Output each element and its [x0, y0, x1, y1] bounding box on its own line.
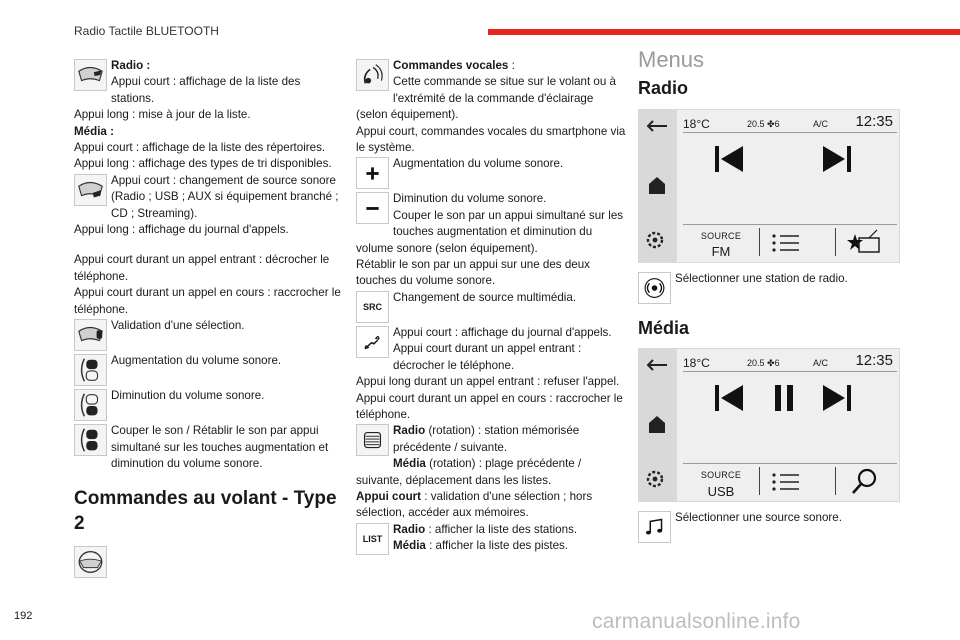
wheel-radio-text: (rotation) : station mémorisée précédente / suivante. [393, 424, 580, 454]
list-icon[interactable] [771, 232, 811, 254]
voice-sep: : [508, 59, 515, 72]
column-3 [638, 47, 908, 545]
steering-wheel-source-icon [74, 174, 107, 206]
transport-controls [699, 381, 879, 421]
phone-entry [356, 325, 626, 423]
back-arrow-icon [648, 360, 667, 370]
home-icon [649, 177, 665, 194]
status-bar [683, 112, 897, 132]
ac-label: A/C [813, 118, 829, 129]
minus-entry [356, 191, 626, 289]
radio-media-entry [74, 58, 344, 173]
phone-long-text: Appui long durant un appel entrant : refuser l'appel. [356, 375, 620, 389]
voice-text: Cette commande se situe sur le volant ou à l'extrémité de la commande d'éclairage (selon équipement). [356, 75, 616, 122]
wheel-media-text: (rotation) : plage précédente / suivante, déplacement dans les listes. [356, 457, 582, 487]
vol-up-entry [74, 353, 344, 388]
source-value: FM [711, 244, 731, 260]
temperature: 18°C [683, 356, 710, 371]
wheel-volume-up-icon [74, 354, 107, 386]
settings-icon [648, 472, 662, 486]
wheel-mute-icon [74, 424, 107, 456]
menus-title: Menus [638, 47, 705, 72]
media-long-text: Appui long : affichage des types de tri disponibles. [74, 157, 332, 171]
source-value: USB [707, 483, 735, 499]
validation-text: Validation d'une sélection. [111, 319, 245, 333]
watermark: carmanualsonline.info [592, 610, 801, 633]
src-text: Changement de source multimédia. [393, 290, 577, 304]
clock: 12:35 [855, 112, 893, 130]
list-button-icon: LIST [356, 523, 389, 555]
source-short-text: Appui court : changement de source sonore (Radio ; USB ; AUX si équipement branché ; CD ; Streaming). [111, 173, 339, 220]
media-label: Média : [74, 124, 114, 138]
screen-sidebar [639, 349, 677, 501]
source-long-text: Appui long : affichage du journal d'appels. [74, 223, 289, 237]
previous-icon [715, 146, 743, 172]
wheel-volume-down-icon [74, 389, 107, 421]
minus-mute-text: Couper le son par un appui simultané sur les touches augmentation et diminution du volume sonore (selon équipement). [356, 208, 624, 255]
mute-entry [74, 423, 344, 472]
vol-up-text: Augmentation du volume sonore. [111, 354, 282, 368]
ac-label: A/C [813, 358, 829, 369]
screen-sidebar [639, 110, 677, 262]
source-indicator[interactable] [691, 228, 751, 261]
source-label: SOURCE [700, 470, 742, 481]
media-caption-entry [638, 510, 908, 545]
minus-restore-text: Rétablir le son par un appui sur une des deux touches du volume sonore. [356, 258, 590, 288]
phone-short-text: Appui court : affichage du journal d'appels. [393, 325, 612, 339]
pause-icon [775, 385, 793, 411]
temperature: 18°C [683, 116, 710, 131]
wheel-press-label: Appui court [356, 489, 422, 503]
next-icon [823, 146, 851, 172]
fan-setting: 20.5 ✤6 [747, 118, 780, 129]
phone-ongoing-text: Appui court durant un appel en cours : raccrocher le téléphone. [356, 391, 623, 421]
list-icon[interactable] [771, 471, 811, 493]
phone-incoming-text: Appui court durant un appel entrant : décrocher le téléphone. [393, 342, 582, 372]
media-screen [638, 348, 900, 502]
radio-caption-entry [638, 271, 908, 306]
section-heading: Commandes au volant - Type 2 [74, 488, 337, 535]
source-indicator[interactable] [691, 467, 751, 500]
radio-label: Radio : [111, 59, 151, 72]
phone-icon [356, 326, 389, 358]
plus-text: Augmentation du volume sonore. [393, 157, 564, 171]
voice-short-text: Appui court, commandes vocales du smartphone via le système. [356, 124, 626, 155]
back-arrow-icon [648, 121, 667, 131]
clock: 12:35 [855, 352, 893, 370]
voice-command-icon [356, 59, 389, 91]
validation-entry [74, 318, 344, 353]
minus-icon [356, 192, 389, 224]
steering-wheel-type2-icon [74, 546, 107, 578]
call-ongoing-text: Appui court durant un appel en cours : raccrocher le téléphone. [74, 286, 341, 316]
previous-icon [715, 385, 743, 411]
steering-wheel-radio-icon [74, 59, 107, 91]
radio-screen [638, 109, 900, 263]
steering-wheel-validate-icon [74, 319, 107, 351]
minus-text: Diminution du volume sonore. [393, 192, 547, 206]
column-2 [356, 58, 626, 557]
source-label: SOURCE [700, 230, 742, 241]
column-1 [74, 58, 344, 580]
plus-entry [356, 156, 626, 191]
src-entry [356, 290, 626, 325]
favorite-radio-icon[interactable] [845, 228, 885, 258]
plus-icon [356, 157, 389, 189]
media-short-text: Appui court : affichage de la liste des répertoires. [74, 141, 326, 155]
home-icon [649, 416, 665, 433]
voice-entry [356, 58, 626, 156]
src-button-icon: SRC [356, 291, 389, 323]
music-note-icon [638, 511, 671, 543]
media-heading: Média [638, 317, 690, 338]
list-radio-label: Radio [393, 522, 426, 536]
call-incoming-text: Appui court durant un appel entrant : décrocher le téléphone. [74, 253, 330, 283]
next-icon [823, 385, 851, 411]
fan-setting: 20.5 ✤6 [747, 358, 780, 369]
vol-down-text: Diminution du volume sonore. [111, 389, 265, 403]
wheel-entry [356, 423, 626, 521]
radio-long-text: Appui long : mise à jour de la liste. [74, 108, 251, 122]
media-caption: Sélectionner une source sonore. [675, 511, 842, 525]
settings-icon [648, 233, 662, 247]
status-bar [683, 351, 897, 371]
running-head: Radio Tactile BLUETOOTH [74, 24, 219, 38]
vol-down-entry [74, 388, 344, 423]
transport-controls [699, 142, 879, 182]
radio-caption: Sélectionner une station de radio. [675, 271, 848, 285]
accent-bar [488, 29, 960, 35]
radio-heading: Radio [638, 78, 689, 99]
page-number: 192 [14, 610, 33, 622]
wheel-radio-label: Radio [393, 424, 426, 438]
search-icon[interactable] [847, 467, 887, 497]
radio-short-text: Appui court : affichage de la liste des stations. [111, 75, 301, 105]
list-radio-text: : afficher la liste des stations. [425, 522, 578, 536]
source-entry [74, 173, 344, 239]
list-media-text: : afficher la liste des pistes. [425, 539, 569, 553]
radio-station-icon [638, 272, 671, 304]
voice-label: Commandes vocales [393, 59, 509, 72]
thumbwheel-icon [356, 424, 389, 456]
list-media-label: Média [393, 539, 426, 553]
wheel-press-text: : validation d'une sélection ; hors sélection, accéder aux mémoires. [356, 489, 593, 520]
mute-text: Couper le son / Rétablir le son par appui simultané sur les touches augmentation et diminution du volume sonore. [111, 424, 329, 470]
list-entry [356, 522, 626, 557]
wheel-media-label: Média [393, 457, 426, 471]
